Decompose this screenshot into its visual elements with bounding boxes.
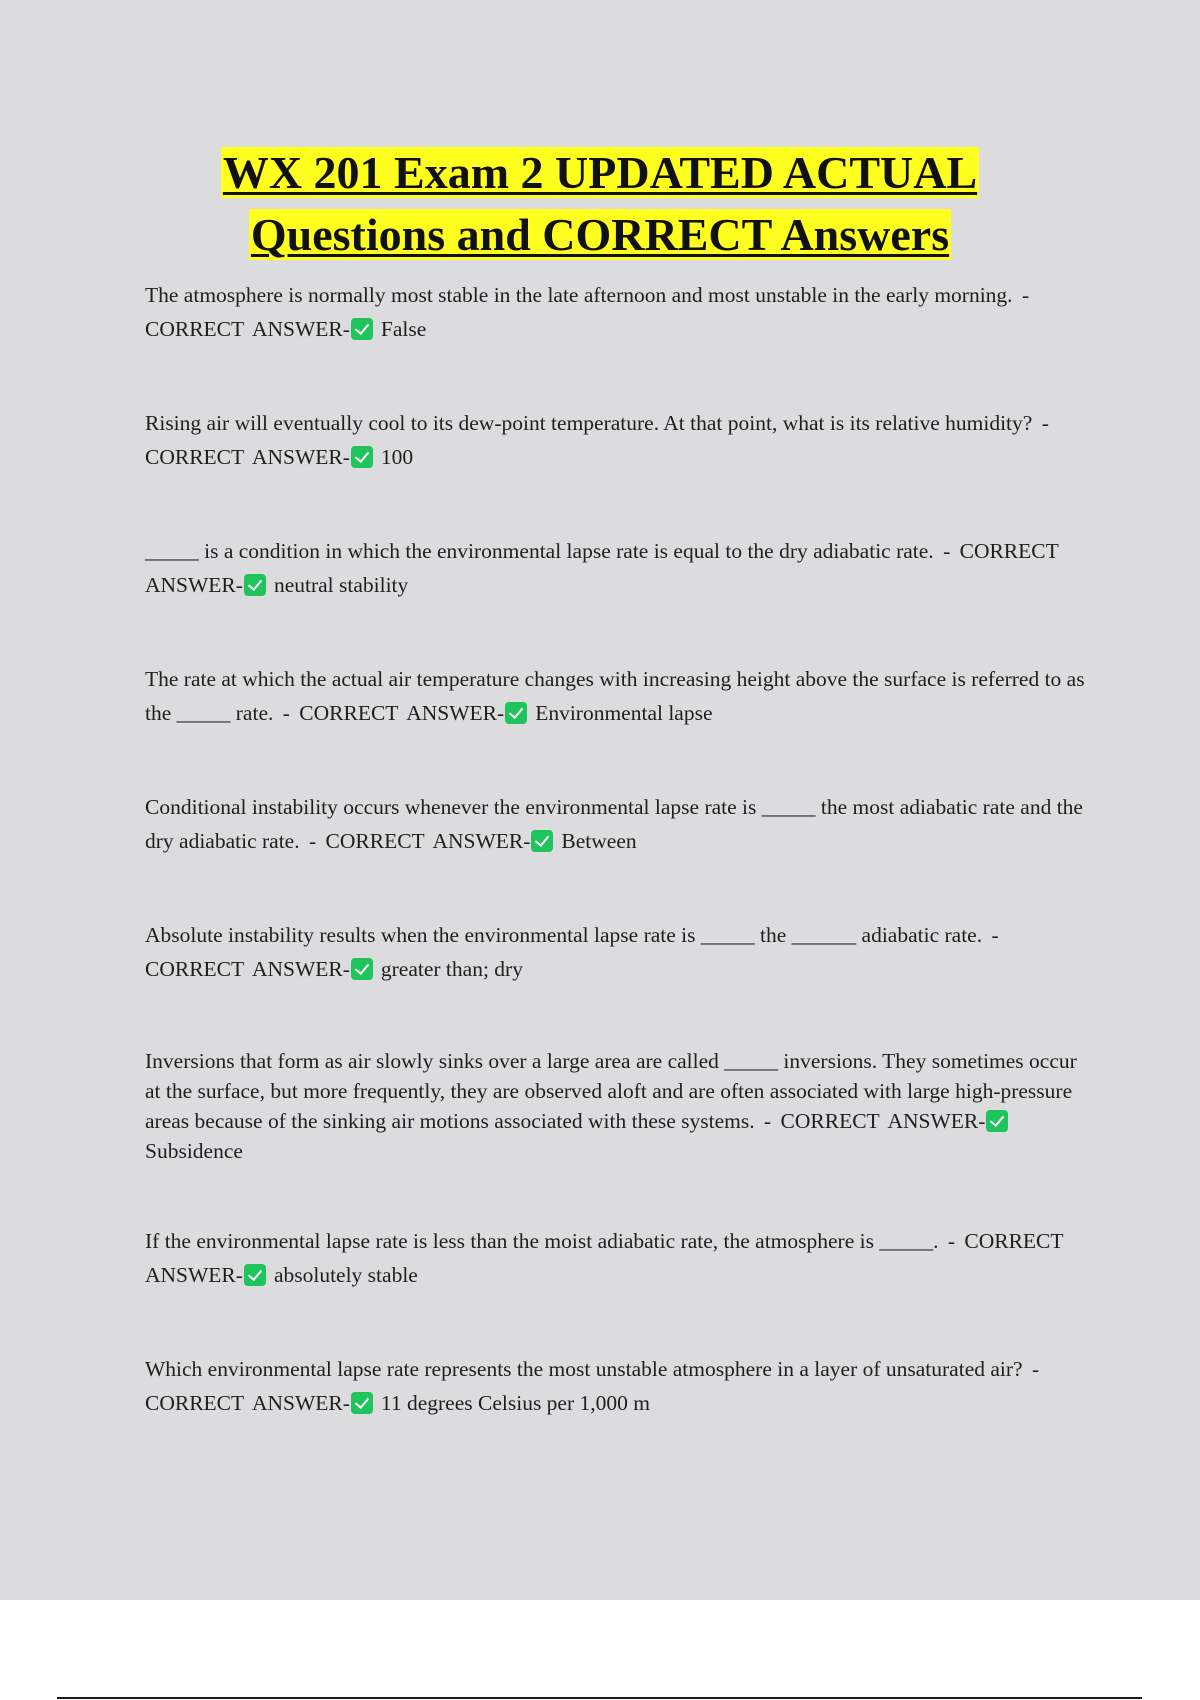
qa-list [145, 278, 1095, 1420]
check-mark-icon [351, 1392, 373, 1414]
answer-text: 11 degrees Celsius per 1,000 m [380, 1391, 650, 1415]
answer-prefix: - CORRECT ANSWER- [145, 539, 1059, 597]
qa-item [145, 406, 1095, 474]
check-mark-icon [505, 702, 527, 724]
answer-text: Between [561, 829, 637, 853]
page-title [0, 142, 1200, 266]
answer-text: neutral stability [273, 573, 409, 597]
answer-text: absolutely stable [273, 1263, 418, 1287]
qa-item [145, 662, 1095, 730]
question-text: Rising air will eventually cool to its dew-point temperature. At that point, what is its relative humidity? [145, 411, 1033, 435]
answer-text: Subsidence [145, 1139, 243, 1163]
check-mark-icon [986, 1110, 1008, 1132]
title-line-1: WX 201 Exam 2 UPDATED ACTUAL [222, 147, 978, 198]
answer-text: Environmental lapse [535, 701, 713, 725]
answer-prefix: - CORRECT ANSWER- [299, 829, 531, 853]
answer-prefix: - CORRECT ANSWER- [145, 283, 1030, 341]
answer-prefix: - CORRECT ANSWER- [145, 1357, 1040, 1415]
question-text: The rate at which the actual air temperature changes with increasing height above the surface is referred to as the _____ rate. [145, 667, 1085, 725]
answer-text: 100 [380, 445, 414, 469]
qa-item [145, 1352, 1095, 1420]
question-text: Inversions that form as air slowly sinks over a large area are called _____ inversions. They sometimes occur at the surface, but more frequently, they are observed aloft and are often associated with large high-pressure areas because of the sinking air motions associated with these systems. [145, 1049, 1077, 1133]
answer-text: greater than; dry [380, 957, 523, 981]
answer-prefix: - CORRECT ANSWER- [145, 411, 1049, 469]
question-text: If the environmental lapse rate is less than the moist adiabatic rate, the atmosphere is _____. [145, 1229, 939, 1253]
answer-prefix: - CORRECT ANSWER- [273, 701, 505, 725]
question-text: Conditional instability occurs whenever the environmental lapse rate is _____ the most adiabatic rate and the dry adiabatic rate. [145, 795, 1083, 853]
answer-text: False [380, 317, 427, 341]
qa-item [145, 790, 1095, 858]
answer-prefix: - CORRECT ANSWER- [145, 923, 999, 981]
check-mark-icon [351, 958, 373, 980]
check-mark-icon [351, 318, 373, 340]
qa-item [145, 918, 1095, 986]
check-mark-icon [531, 830, 553, 852]
answer-prefix: - CORRECT ANSWER- [754, 1109, 986, 1133]
qa-item [145, 534, 1095, 602]
qa-item [145, 1224, 1095, 1292]
check-mark-icon [244, 574, 266, 596]
answer-prefix: - CORRECT ANSWER- [145, 1229, 1064, 1287]
qa-item [145, 1046, 1095, 1166]
check-mark-icon [244, 1264, 266, 1286]
question-text: The atmosphere is normally most stable in the late afternoon and most unstable in the early morning. [145, 283, 1013, 307]
question-text: _____ is a condition in which the environmental lapse rate is equal to the dry adiabatic rate. [145, 539, 934, 563]
question-text: Which environmental lapse rate represents the most unstable atmosphere in a layer of unsaturated air? [145, 1357, 1023, 1381]
title-line-2: Questions and CORRECT Answers [250, 209, 950, 260]
footer-divider [57, 1697, 1142, 1699]
check-mark-icon [351, 446, 373, 468]
qa-item [145, 278, 1095, 346]
question-text: Absolute instability results when the environmental lapse rate is _____ the ______ adiabatic rate. [145, 923, 983, 947]
